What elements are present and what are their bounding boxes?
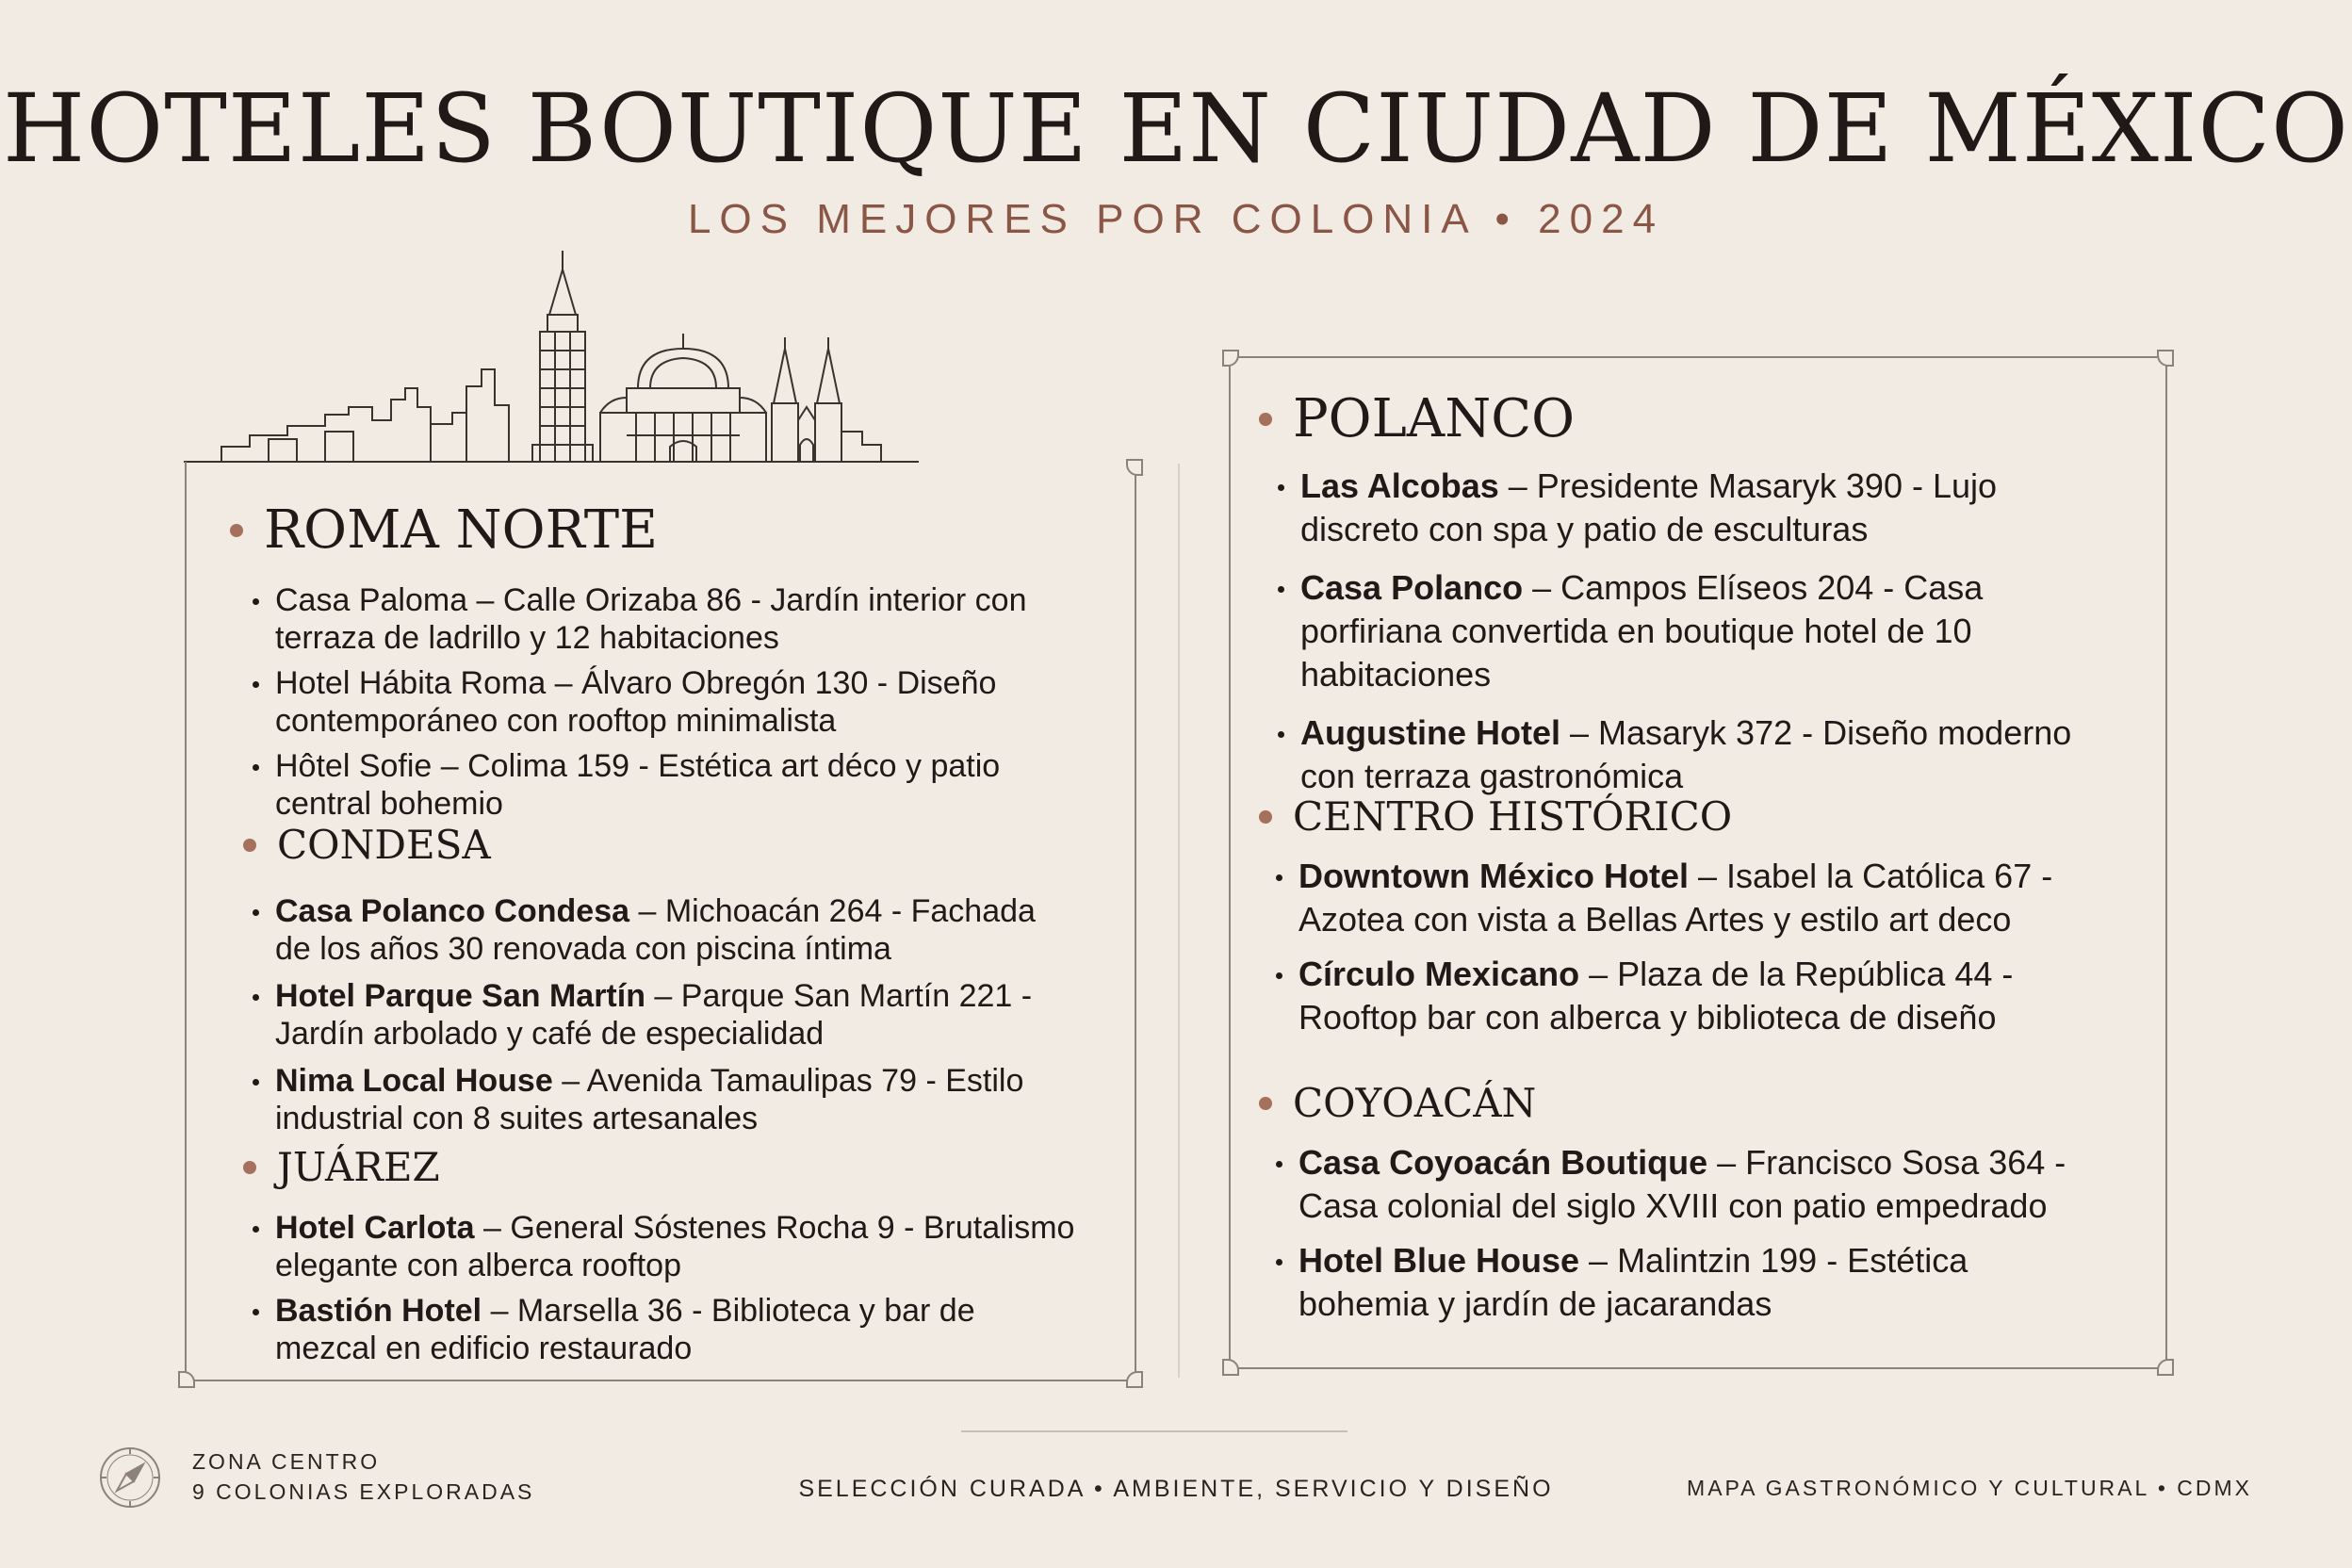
bullet-dot-icon [230, 524, 243, 537]
hotel-item: Círculo Mexicano – Plaza de la República 44 - Rooftop bar con alberca y biblioteca de diseño [1274, 953, 2103, 1039]
section-condesa [243, 822, 1106, 1137]
bullet-dot-icon [1259, 810, 1272, 824]
footer-left-line2: 9 COLONIAS EXPLORADAS [192, 1479, 535, 1504]
footer-center: SELECCIÓN CURADA • AMBIENTE, SERVICIO Y DISEÑO [798, 1476, 1554, 1502]
bullet-dot-icon [243, 1161, 256, 1174]
hotel-item: Nima Local House – Avenida Tamaulipas 79 - Estilo industrial con 8 suites artesanales [251, 1062, 1061, 1137]
column-divider [1178, 464, 1180, 1378]
hotel-list [243, 1209, 1080, 1367]
section-heading-text: POLANCO [1293, 388, 1575, 449]
bullet-dot-icon [1259, 413, 1272, 426]
section-heading-text: COYOACÁN [1293, 1080, 1537, 1126]
section-roma-norte [230, 499, 1106, 823]
hotel-item: Hotel Parque San Martín – Parque San Martín 221 - Jardín arbolado y café de especialidad [251, 977, 1061, 1053]
section-coyoacan [1259, 1080, 2145, 1326]
corner-ornament [178, 1371, 195, 1388]
hotel-item: Augustine Hotel – Masaryk 372 - Diseño moderno con terraza gastronómica [1276, 711, 2105, 798]
hotel-item: Casa Paloma – Calle Orizaba 86 - Jardín interior con terraza de ladrillo y 12 habitaciones [251, 581, 1061, 657]
hotel-item: Casa Polanco Condesa – Michoacán 264 - Fachada de los años 30 renovada con piscina íntima [251, 892, 1061, 968]
corner-ornament [1222, 1359, 1239, 1376]
hotel-item: Hôtel Sofie – Colima 159 - Estética art déco y patio central bohemio [251, 747, 1061, 823]
hotel-item: Casa Coyoacán Boutique – Francisco Sosa 364 - Casa colonial del siglo XVIII con patio empedrado [1274, 1141, 2103, 1228]
hotel-list [1259, 465, 2105, 798]
city-skyline-illustration [184, 247, 919, 466]
section-heading [243, 822, 1106, 868]
hotel-list [1259, 855, 2103, 1039]
hotel-item: Bastión Hotel – Marsella 36 - Biblioteca y bar de mezcal en edificio restaurado [251, 1292, 1080, 1367]
hotel-item: Hotel Blue House – Malintzin 199 - Estética bohemia y jardín de jacarandas [1274, 1239, 2103, 1326]
bullet-dot-icon [243, 839, 256, 852]
hotel-item: Las Alcobas – Presidente Masaryk 390 - Lujo discreto con spa y patio de esculturas [1276, 465, 2105, 551]
corner-ornament [2157, 1359, 2174, 1376]
section-heading-text: ROMA NORTE [264, 499, 658, 561]
section-juarez [243, 1144, 1106, 1367]
hotel-item: Hotel Hábita Roma – Álvaro Obregón 130 - Diseño contemporáneo con rooftop minimalista [251, 664, 1061, 740]
footer-left-line1: ZONA CENTRO [192, 1449, 381, 1474]
corner-ornament [1126, 459, 1143, 476]
section-heading-text: JUÁREZ [277, 1144, 440, 1190]
hotel-item: Casa Polanco – Campos Elíseos 204 - Casa porfiriana convertida en boutique hotel de 10 habitaciones [1276, 566, 2105, 696]
page-subtitle: LOS MEJORES POR COLONIA • 2024 [687, 196, 1665, 242]
footer-right: MAPA GASTRONÓMICO Y CULTURAL • CDMX [1687, 1476, 2252, 1500]
section-polanco [1259, 388, 2145, 798]
left-panel [185, 462, 1136, 1381]
corner-ornament [1126, 1371, 1143, 1388]
section-heading [1259, 1080, 2145, 1126]
corner-ornament [1222, 350, 1239, 367]
section-heading [1259, 793, 2145, 840]
hotel-list [243, 892, 1061, 1137]
hotel-item: Downtown México Hotel – Isabel la Católica 67 - Azotea con vista a Bellas Artes y estilo art deco [1274, 855, 2103, 941]
footer-divider [961, 1430, 1348, 1432]
page-title: HOTELES BOUTIQUE EN CIUDAD DE MÉXICO [3, 74, 2349, 184]
bullet-dot-icon [1259, 1097, 1272, 1110]
hotel-list [1259, 1141, 2103, 1326]
corner-ornament [2157, 350, 2174, 367]
hotel-item: Hotel Carlota – General Sóstenes Rocha 9 - Brutalismo elegante con alberca rooftop [251, 1209, 1080, 1284]
section-heading-text: CENTRO HISTÓRICO [1293, 793, 1733, 840]
section-centro-historico [1259, 793, 2145, 1039]
right-panel [1229, 356, 2167, 1369]
section-heading [243, 1144, 1106, 1190]
section-heading [1259, 388, 2145, 449]
hotel-list [230, 581, 1061, 823]
section-heading-text: CONDESA [277, 822, 491, 868]
section-heading [230, 499, 1106, 561]
